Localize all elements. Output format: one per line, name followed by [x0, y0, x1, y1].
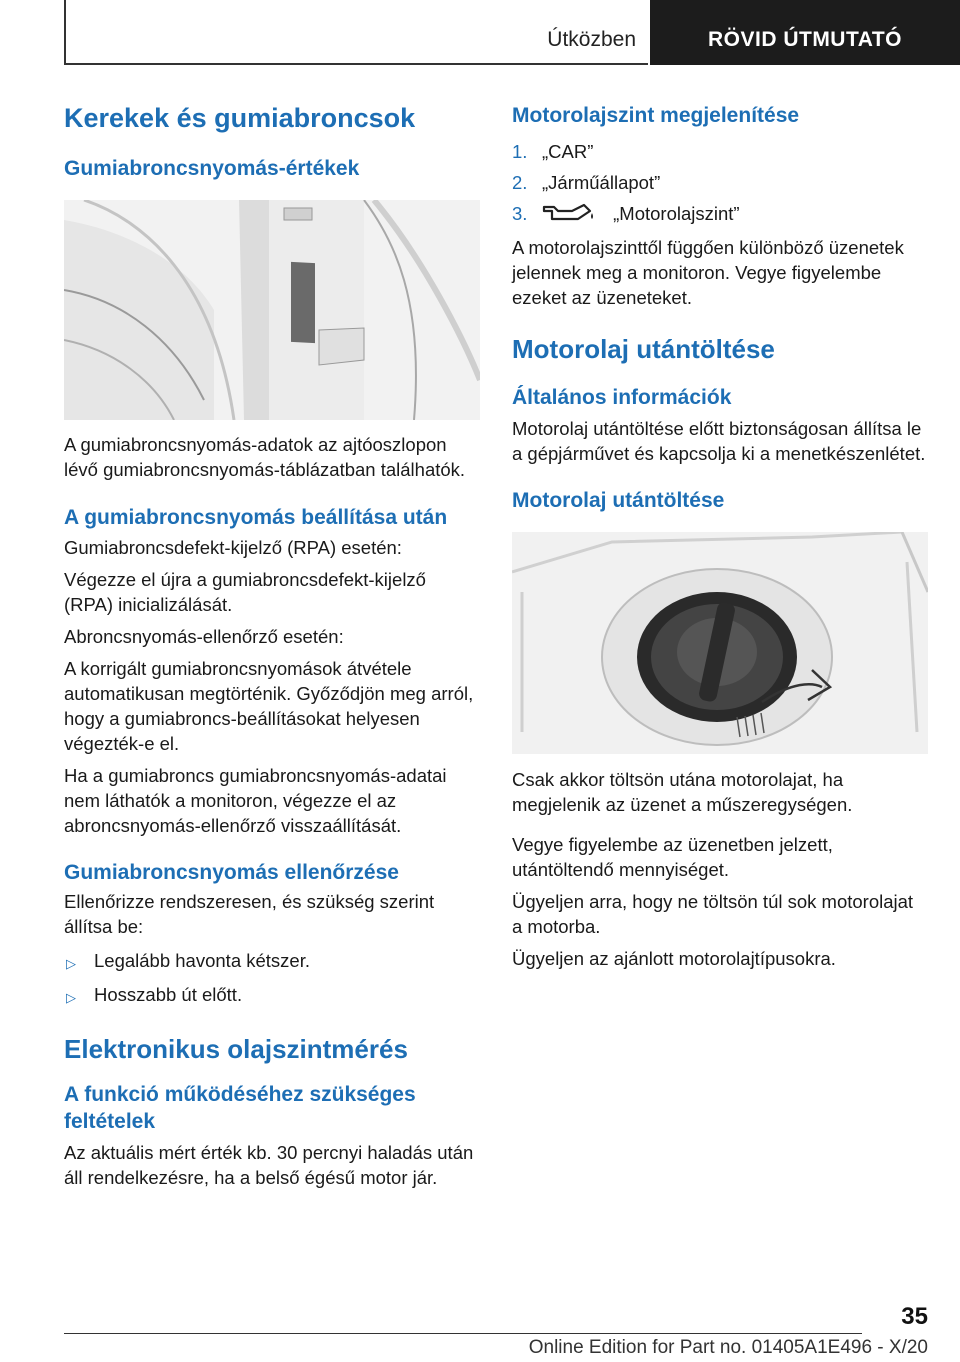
triangle-bullet-icon: ▷	[66, 990, 76, 1006]
electronic-oil-measurement-title: Elektronikus olajszintmérés	[64, 1034, 408, 1065]
monitor-label: Abroncsnyomás-ellenőrző esetén:	[64, 625, 344, 647]
refill-text-3: Ügyeljen arra, hogy ne töltsön túl sok motorolajat a motorba.	[512, 890, 914, 937]
tire-pressure-values-heading: Gumiabroncsnyomás-értékek	[64, 157, 360, 181]
tire-values-text: A gumiabroncsnyomás-adatok az ajtóoszlopon lévő gumiabroncsnyomás-táblázatban találhatók.	[64, 433, 466, 480]
header-bottom-rule	[64, 63, 648, 65]
list-item: ▷ Hosszabb út előtt.	[64, 982, 480, 1007]
right-column	[512, 100, 928, 971]
triangle-bullet-icon: ▷	[66, 956, 76, 972]
oil-filler-cap-image	[512, 532, 928, 754]
monitor-text: A korrigált gumiabroncsnyomások átvétele automatikusan megtörténik. Győződjön meg arról, hogy a gumiabroncs-beállításokat helyesen végezték-e el.	[64, 657, 474, 754]
footer-edition-text: Online Edition for Part no. 01405A1E496 - X/20	[528, 1337, 928, 1358]
function-conditions-heading: A funkció működéséhez szükséges feltételek	[64, 1083, 416, 1133]
general-info-heading: Általános információk	[512, 386, 732, 410]
list-item: ▷ Legalább havonta kétszer.	[64, 948, 480, 973]
oil-refill-heading: Motorolaj utántöltése	[512, 488, 725, 512]
list-item: 1. „CAR”	[512, 141, 594, 163]
general-info-text: Motorolaj utántöltése előtt biztonságosan állítsa le a gépjárművet és kapcsolja ki a menetkészenlétet.	[512, 417, 926, 464]
display-text: A motorolajszinttől függően különböző üzenetek jelennek meg a monitoron. Vegye figyelembe ezeket az üzeneteket.	[512, 237, 904, 309]
function-text: Az aktuális mért érték kb. 30 percnyi haladás után áll rendelkezésre, ha a belső égésű motor jár.	[64, 1141, 474, 1188]
list-item: 2. „Járműállapot”	[512, 172, 661, 194]
monitor-text-2: Ha a gumiabroncs gumiabroncsnyomás-adatai nem láthatók a monitoron, végezze el az abroncsnyomás-ellenőrző visszaállítását.	[64, 764, 447, 836]
steps-list	[512, 139, 928, 232]
door-pillar-image	[64, 200, 480, 420]
refill-text-4: Ügyeljen az ajánlott motorolajtípusokra.	[512, 947, 836, 969]
oil-can-icon	[542, 201, 596, 229]
after-setting-heading: A gumiabroncsnyomás beállítása után	[64, 505, 448, 529]
header-section-title: Útközben	[547, 28, 636, 51]
page-number: 35	[901, 1303, 928, 1330]
rpa-label: Gumiabroncsdefekt-kijelző (RPA) esetén:	[64, 536, 402, 558]
check-heading: Gumiabroncsnyomás ellenőrzése	[64, 860, 399, 884]
wheels-tires-title: Kerekek és gumiabroncsok	[64, 103, 416, 133]
header-tab-quick-guide: RÖVID ÚTMUTATÓ	[650, 0, 960, 65]
footer-rule	[64, 1333, 862, 1334]
check-text: Ellenőrizze rendszeresen, és szükség szerint állítsa be:	[64, 891, 435, 938]
list-item: 3. „Motorolajszint”	[512, 201, 928, 232]
refill-text-1: Csak akkor töltsön utána motorolajat, ha megjelenik az üzenet a műszeregységen.	[512, 768, 853, 815]
left-column	[64, 100, 480, 1190]
rpa-text: Végezze el újra a gumiabroncsdefekt-kijelző (RPA) inicializálását.	[64, 568, 426, 615]
oil-level-display-heading: Motorolajszint megjelenítése	[512, 104, 800, 127]
refill-text-2: Vegye figyelembe az üzenetben jelzett, utántöltendő mennyiséget.	[512, 833, 833, 880]
oil-refill-title: Motorolaj utántöltése	[512, 334, 775, 365]
check-list	[64, 948, 480, 1007]
